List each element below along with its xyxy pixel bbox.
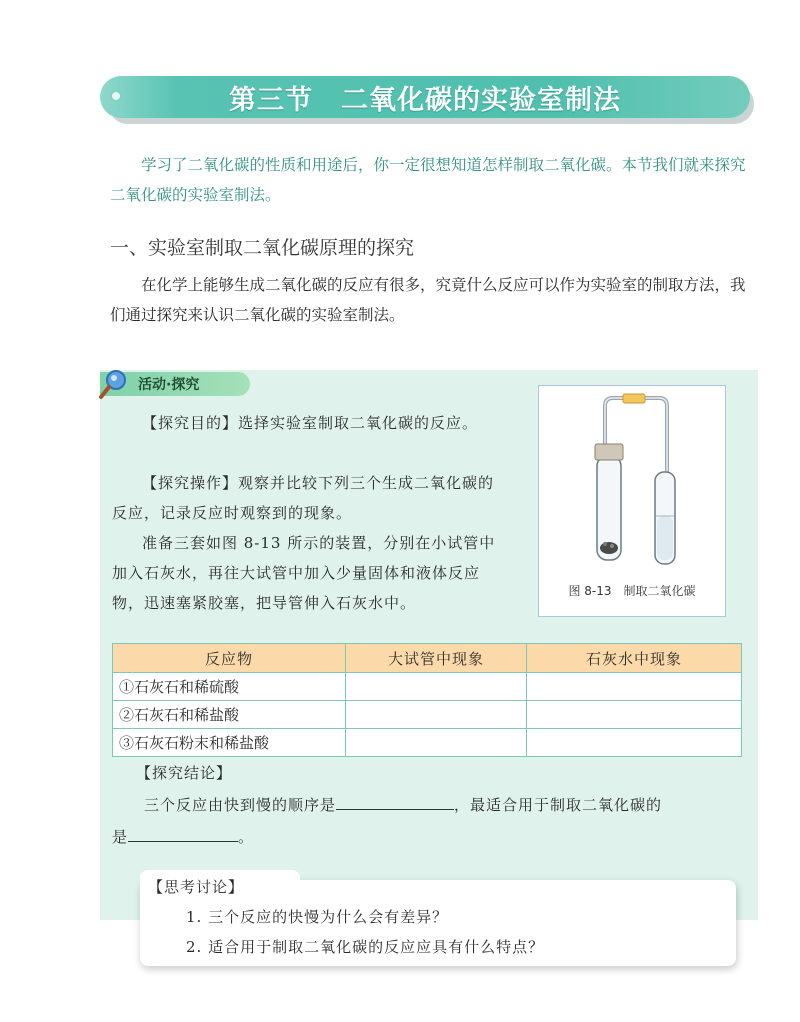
conclusion-title: 【探究结论】 bbox=[136, 764, 233, 782]
table-cell[interactable] bbox=[346, 701, 527, 729]
table-cell: ③石灰石粉末和稀盐酸 bbox=[113, 729, 346, 757]
discussion-question-1: 1. 三个反应的快慢为什么会有差异？ bbox=[186, 908, 449, 926]
col-header-limewater: 石灰水中现象 bbox=[527, 644, 742, 673]
table-cell[interactable] bbox=[346, 729, 527, 757]
section-heading: 一、实验室制取二氧化碳原理的探究 bbox=[110, 237, 415, 259]
table-cell: ②石灰石和稀盐酸 bbox=[113, 701, 346, 729]
table-cell[interactable] bbox=[527, 701, 742, 729]
page-title: 第三节 二氧化碳的实验室制法 bbox=[229, 84, 621, 116]
conclusion-line-1 bbox=[144, 794, 662, 815]
activity-preparation: 准备三套如图 8-13 所示的装置，分别在小试管中加入石灰水，再往大试管中加入少量固体和液体反应物，迅速塞紧胶塞，把导管伸入石灰水中。 bbox=[112, 534, 496, 612]
chapter-title-banner bbox=[100, 76, 750, 118]
answer-blank-order[interactable] bbox=[336, 795, 454, 810]
section-paragraph: 在化学上能够生成二氧化碳的反应有很多，究竟什么反应可以作为实验室的制取方法，我们通过探究来认识二氧化碳的实验室制法。 bbox=[110, 276, 746, 324]
activity-operation: 【探究操作】观察并比较下列三个生成二氧化碳的反应，记录反应时观察到的现象。 bbox=[112, 474, 495, 522]
col-header-big-tube: 大试管中现象 bbox=[346, 644, 527, 673]
activity-tag-label: 活动·探究 bbox=[138, 377, 200, 393]
discussion-question-2: 2. 适合用于制取二氧化碳的反应应具有什么特点？ bbox=[186, 938, 545, 956]
table-header-row bbox=[113, 644, 742, 673]
magnifier-icon bbox=[94, 364, 134, 404]
apparatus-illustration bbox=[539, 386, 725, 576]
conclusion-line-2 bbox=[112, 826, 254, 847]
table-cell: ①石灰石和稀硫酸 bbox=[113, 673, 346, 701]
conclusion-text-3: 是 bbox=[112, 828, 129, 846]
conclusion-text-4: 。 bbox=[238, 828, 255, 846]
figure-8-13 bbox=[538, 385, 726, 617]
conclusion-text-2: ，最适合用于制取二氧化碳的 bbox=[454, 796, 663, 814]
conclusion-text-1: 三个反应由快到慢的顺序是 bbox=[144, 796, 337, 814]
table-row bbox=[113, 701, 742, 729]
observation-table bbox=[112, 643, 742, 757]
table-cell[interactable] bbox=[527, 673, 742, 701]
answer-blank-best[interactable] bbox=[128, 827, 238, 842]
activity-box bbox=[100, 370, 758, 920]
intro-paragraph: 学习了二氧化碳的性质和用途后，你一定很想知道怎样制取二氧化碳。本节我们就来探究二氧化碳的实验室制法。 bbox=[110, 156, 746, 204]
banner-body bbox=[100, 76, 750, 118]
table-row bbox=[113, 673, 742, 701]
col-header-reactants: 反应物 bbox=[113, 644, 346, 673]
rubber-connector bbox=[623, 394, 645, 403]
activity-aim: 【探究目的】选择实验室制取二氧化碳的反应。 bbox=[142, 414, 479, 432]
discussion-title: 【思考讨论】 bbox=[148, 878, 245, 896]
table-cell[interactable] bbox=[527, 729, 742, 757]
rubber-stopper bbox=[595, 444, 623, 460]
table-row bbox=[113, 729, 742, 757]
banner-dot-icon bbox=[110, 90, 122, 102]
figure-caption: 图 8-13 制取二氧化碳 bbox=[568, 584, 696, 598]
table-cell[interactable] bbox=[346, 673, 527, 701]
